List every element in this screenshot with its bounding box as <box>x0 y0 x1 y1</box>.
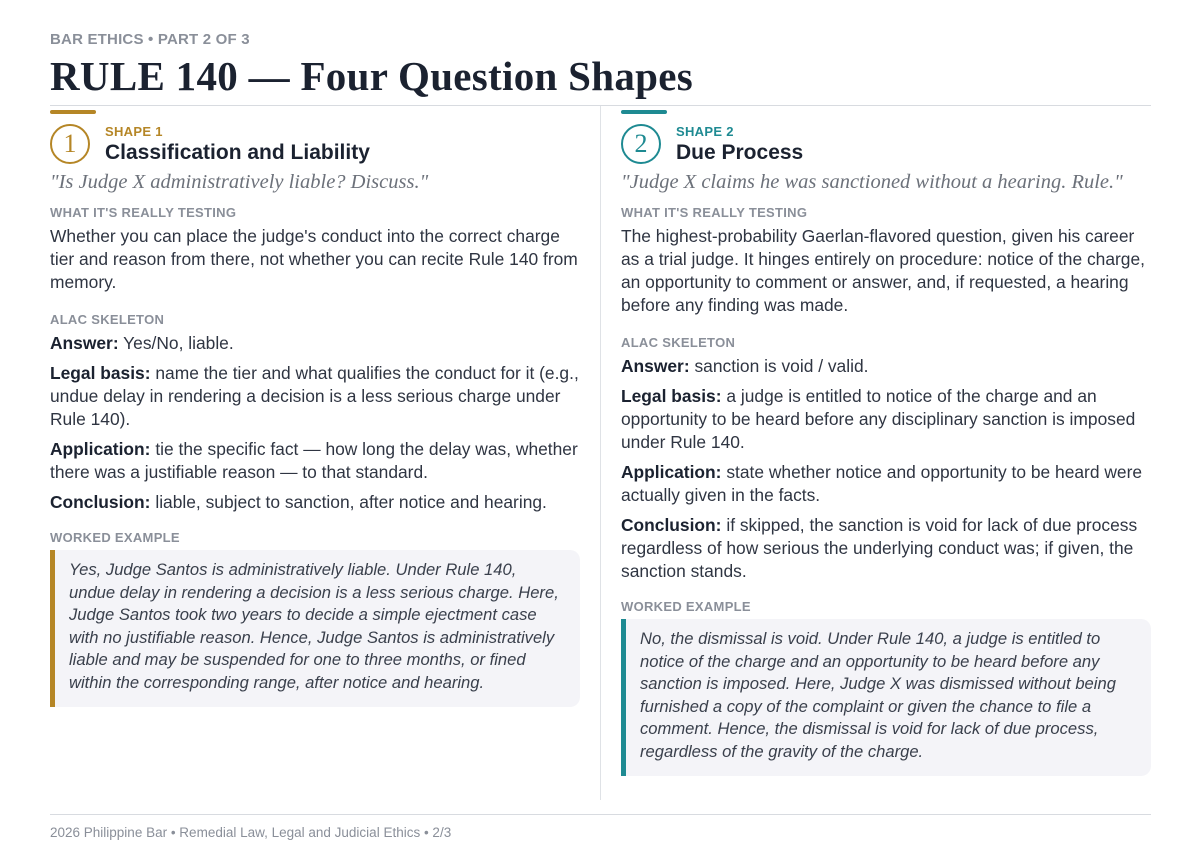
worked-example: No, the dismissal is void. Under Rule 140, a judge is entitled to notice of the charge and an opportunity to be heard before any sanction is imposed. Here, Judge X was dismissed without being furnished a copy of the complaint or given the chance to file a comment. Hence, the dismissal is void for lack of due process, regardless of the gravity of the charge. <box>621 619 1151 776</box>
testing-label: WHAT IT'S REALLY TESTING <box>621 205 808 220</box>
alac-term: Conclusion: <box>621 515 722 535</box>
alac-conclusion <box>621 514 1151 583</box>
alac-term: Answer: <box>50 333 119 353</box>
series-kicker: BAR ETHICS • PART 2 OF 3 <box>50 31 250 48</box>
alac-answer <box>621 355 1151 378</box>
shape-label: SHAPE 2 <box>676 124 734 139</box>
page <box>50 0 1151 849</box>
worked-example: Yes, Judge Santos is administratively liable. Under Rule 140, undue delay in rendering a decision is a less serious charge. Here, Judge Santos took two years to decide a simple ejectment case with no justifiable reason. Hence, Judge Santos is administratively liable and may be suspended for one to three months, or fined within the corresponding range, after notice and hearing. <box>50 550 580 707</box>
shape-body <box>50 170 580 707</box>
alac-term: Conclusion: <box>50 492 151 512</box>
shape-number-badge: 2 <box>621 124 661 164</box>
page-title: RULE 140 — Four Question Shapes <box>50 53 694 99</box>
alac-text: state whether notice and opportunity to be heard were actually given in the facts. <box>621 462 1143 505</box>
footer-divider <box>50 814 1151 815</box>
testing-text: The highest-probability Gaerlan-flavored question, given his career as a trial judge. It hinges entirely on procedure: notice of the charge, an opportunity to comment or answer, and, if requested, a hearing before any finding was made. <box>621 226 1145 315</box>
alac-text: if skipped, the sanction is void for lack of due process regardless of how serious the underlying conduct was; if given, the sanction stands. <box>621 515 1138 581</box>
alac-label: ALAC SKELETON <box>621 335 736 350</box>
shape-accent-bar <box>621 110 667 114</box>
shape-title: Classification and Liability <box>105 141 370 164</box>
alac-answer <box>50 332 580 355</box>
alac-term: Legal basis: <box>50 363 151 383</box>
shape-label: SHAPE 1 <box>105 124 163 139</box>
alac-text: Yes/No, liable. <box>123 333 234 353</box>
column-divider <box>600 106 601 800</box>
shape-header <box>621 124 1151 166</box>
sample-question: "Is Judge X administratively liable? Discuss." <box>50 171 429 193</box>
shape-number-badge: 1 <box>50 124 90 164</box>
testing-label: WHAT IT'S REALLY TESTING <box>50 205 237 220</box>
alac-term: Answer: <box>621 356 690 376</box>
alac-text: liable, subject to sanction, after notice and hearing. <box>155 492 547 512</box>
example-label: WORKED EXAMPLE <box>50 530 180 545</box>
sample-question: "Judge X claims he was sanctioned without a hearing. Rule." <box>621 171 1123 193</box>
alac-text: tie the specific fact — how long the delay was, whether there was a justifiable reason — to that standard. <box>50 439 578 482</box>
alac-conclusion <box>50 491 580 514</box>
shape-title: Due Process <box>676 141 804 164</box>
testing-text: Whether you can place the judge's conduct into the correct charge tier and reason from there, not whether you can recite Rule 140 from memory. <box>50 226 578 292</box>
shape-body <box>621 170 1151 776</box>
alac-legal-basis <box>50 362 580 431</box>
alac-legal-basis <box>621 385 1151 454</box>
alac-label: ALAC SKELETON <box>50 312 165 327</box>
example-label: WORKED EXAMPLE <box>621 599 751 614</box>
alac-text: name the tier and what qualifies the conduct for it (e.g., undue delay in rendering a decision is a less serious charge under Rule 140). <box>50 363 579 429</box>
alac-text: sanction is void / valid. <box>694 356 869 376</box>
alac-application <box>621 461 1151 507</box>
alac-text: a judge is entitled to notice of the charge and an opportunity to be heard before any disciplinary sanction is imposed under Rule 140. <box>621 386 1136 452</box>
alac-term: Application: <box>50 439 151 459</box>
shape-accent-bar <box>50 110 96 114</box>
alac-term: Application: <box>621 462 722 482</box>
alac-application <box>50 438 580 484</box>
shape-header <box>50 124 580 166</box>
alac-term: Legal basis: <box>621 386 722 406</box>
footer-text: 2026 Philippine Bar • Remedial Law, Legal and Judicial Ethics • 2/3 <box>50 825 452 840</box>
